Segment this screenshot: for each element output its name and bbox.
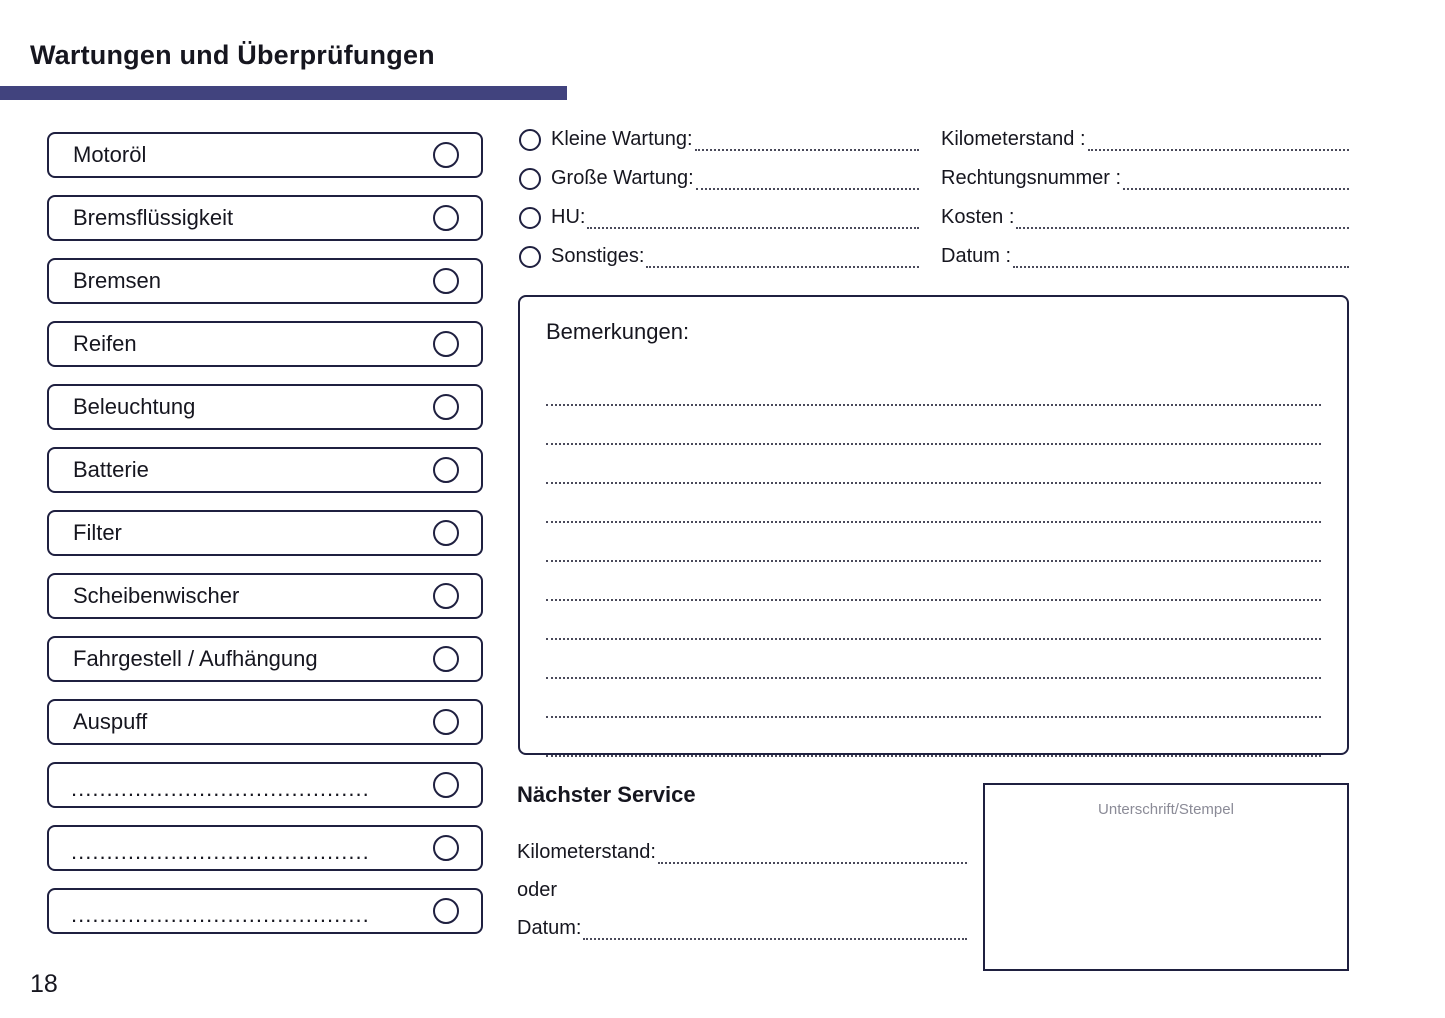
- checklist-item[interactable]: [47, 510, 483, 556]
- service-info-value-field[interactable]: [1016, 207, 1349, 229]
- checklist-item-blank-line[interactable]: ..........................................: [71, 839, 370, 864]
- radio-circle-icon[interactable]: [519, 168, 541, 190]
- service-type-value-field[interactable]: [695, 129, 919, 151]
- title-underline-bar: [0, 86, 567, 100]
- checklist-item[interactable]: [47, 699, 483, 745]
- remarks-line[interactable]: [546, 640, 1321, 679]
- signature-stamp-label: Unterschrift/Stempel: [1098, 801, 1234, 818]
- checkbox-circle-icon[interactable]: [433, 457, 459, 483]
- service-detail-row: [519, 128, 1349, 167]
- remarks-line[interactable]: [546, 367, 1321, 406]
- next-service-date-label: Datum:: [517, 917, 582, 939]
- checklist-item[interactable]: [47, 321, 483, 367]
- next-service-date-field[interactable]: [583, 920, 967, 940]
- service-type-label: Große Wartung:: [551, 167, 694, 189]
- remarks-title: Bemerkungen:: [546, 319, 690, 344]
- remarks-line[interactable]: [546, 718, 1321, 757]
- checklist-item-label: Reifen: [73, 331, 137, 356]
- checklist-item-label: Motoröl: [73, 142, 147, 167]
- checklist-item[interactable]: [47, 195, 483, 241]
- checkbox-circle-icon[interactable]: [433, 898, 459, 924]
- checkbox-circle-icon[interactable]: [433, 331, 459, 357]
- maintenance-checklist: [47, 132, 483, 951]
- next-service-or-label: oder: [517, 879, 558, 901]
- service-detail-row: [519, 167, 1349, 206]
- radio-circle-icon[interactable]: [519, 246, 541, 268]
- remarks-line[interactable]: [546, 679, 1321, 718]
- remarks-line[interactable]: [546, 562, 1321, 601]
- checklist-item-label: Beleuchtung: [73, 394, 196, 419]
- service-info-label: Kosten :: [941, 206, 1015, 228]
- checklist-item[interactable]: [47, 573, 483, 619]
- service-info-value-field[interactable]: [1013, 246, 1349, 268]
- checkbox-circle-icon[interactable]: [433, 520, 459, 546]
- checkbox-circle-icon[interactable]: [433, 142, 459, 168]
- service-type-value-field[interactable]: [646, 246, 919, 268]
- checklist-item-blank-line[interactable]: ..........................................: [71, 776, 370, 801]
- service-type-label: Kleine Wartung:: [551, 128, 693, 150]
- checklist-item-label: Scheibenwischer: [73, 583, 240, 608]
- checklist-item-label: Batterie: [73, 457, 149, 482]
- service-detail-row: [519, 245, 1349, 284]
- checklist-item[interactable]: [47, 258, 483, 304]
- remarks-line[interactable]: [546, 484, 1321, 523]
- signature-stamp-box[interactable]: [983, 783, 1349, 971]
- checklist-item-label: Fahrgestell / Aufhängung: [73, 646, 318, 671]
- service-info-label: Kilometerstand :: [941, 128, 1086, 150]
- service-info-label: Rechtungsnummer :: [941, 167, 1122, 189]
- page-number: 18: [30, 970, 58, 998]
- checkbox-circle-icon[interactable]: [433, 583, 459, 609]
- checklist-item-blank[interactable]: [47, 888, 483, 934]
- next-service-mileage-row: [517, 826, 967, 864]
- service-type-value-field[interactable]: [696, 168, 919, 190]
- checkbox-circle-icon[interactable]: [433, 709, 459, 735]
- remarks-line[interactable]: [546, 406, 1321, 445]
- service-detail-row: [519, 206, 1349, 245]
- service-info-value-field[interactable]: [1088, 129, 1349, 151]
- next-service-title: Nächster Service: [517, 782, 696, 807]
- service-type-option[interactable]: [519, 167, 919, 190]
- checklist-item[interactable]: [47, 447, 483, 493]
- checklist-item-label: Filter: [73, 520, 122, 545]
- service-type-label: Sonstiges:: [551, 245, 645, 267]
- next-service-section: [517, 782, 967, 940]
- checklist-item[interactable]: [47, 636, 483, 682]
- radio-circle-icon[interactable]: [519, 129, 541, 151]
- checkbox-circle-icon[interactable]: [433, 394, 459, 420]
- checklist-item-label: Bremsen: [73, 268, 162, 293]
- service-info-field[interactable]: [941, 167, 1349, 190]
- remarks-box: [518, 295, 1349, 755]
- service-info-field[interactable]: [941, 245, 1349, 268]
- checkbox-circle-icon[interactable]: [433, 772, 459, 798]
- checklist-item-blank[interactable]: [47, 762, 483, 808]
- service-type-option[interactable]: [519, 206, 919, 229]
- service-info-field[interactable]: [941, 128, 1349, 151]
- page-title: Wartungen und Überprüfungen: [30, 40, 435, 70]
- service-type-option[interactable]: [519, 128, 919, 151]
- checkbox-circle-icon[interactable]: [433, 268, 459, 294]
- service-info-label: Datum :: [941, 245, 1012, 267]
- service-type-and-details: [519, 128, 1349, 284]
- checkbox-circle-icon[interactable]: [433, 205, 459, 231]
- radio-circle-icon[interactable]: [519, 207, 541, 229]
- next-service-mileage-label: Kilometerstand:: [517, 841, 656, 863]
- checklist-item[interactable]: [47, 132, 483, 178]
- remarks-line[interactable]: [546, 601, 1321, 640]
- service-type-option[interactable]: [519, 245, 919, 268]
- checklist-item-blank-line[interactable]: ..........................................: [71, 902, 370, 927]
- service-info-field[interactable]: [941, 206, 1349, 229]
- checklist-item-label: Auspuff: [73, 709, 148, 734]
- checkbox-circle-icon[interactable]: [433, 835, 459, 861]
- checkbox-circle-icon[interactable]: [433, 646, 459, 672]
- service-type-value-field[interactable]: [587, 207, 919, 229]
- remarks-line[interactable]: [546, 445, 1321, 484]
- service-info-value-field[interactable]: [1123, 168, 1349, 190]
- checklist-item-blank[interactable]: [47, 825, 483, 871]
- checklist-item[interactable]: [47, 384, 483, 430]
- service-type-label: HU:: [551, 206, 586, 228]
- next-service-mileage-field[interactable]: [658, 844, 967, 864]
- checklist-item-label: Bremsflüssigkeit: [73, 205, 234, 230]
- next-service-date-row: [517, 902, 967, 940]
- remarks-line[interactable]: [546, 523, 1321, 562]
